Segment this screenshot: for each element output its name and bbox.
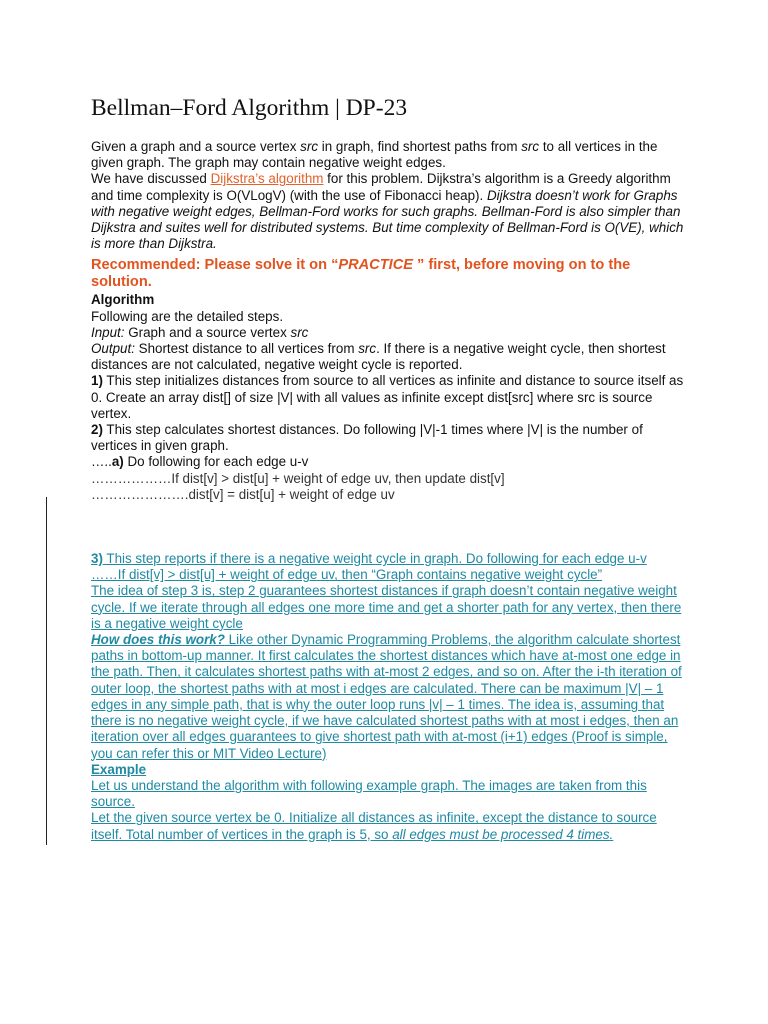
spacer xyxy=(91,503,687,551)
dijkstra-link[interactable]: Dijkstra’s algorithm xyxy=(210,171,324,187)
intro-paragraph-1: Given a graph and a source vertex src in graph, find shortest paths from src to all vertices in the given graph. The graph may contain negative weight edges. xyxy=(91,139,658,171)
example-heading: Example xyxy=(91,761,147,777)
step-3-line: ……If dist[v] > dist[u] + weight of edge uv, then “Graph contains negative weight cycle” xyxy=(91,567,603,583)
step-3-idea: The idea of step 3 is, step 2 guarantees shortest distances if graph doesn’t contain negative weight cycle. If we iterate through all edges one more time and get a shorter path for any vertex, then there is a negative weight cycle xyxy=(91,583,682,631)
practice-link[interactable]: PRACTICE xyxy=(338,257,413,274)
article-body xyxy=(91,94,687,843)
intro-paragraph-2: We have discussed Dijkstra’s algorithm for this problem. Dijkstra’s algorithm is a Greedy algorithm and time complexity is O(VLogV) (with the use of Fibonacci heap). Dijkstra doesn’t work for Graphs with negative weight edges, Bellman-Ford works for such graphs. Bellman-Ford is also simpler than Dijkstra and suites well for distributed systems. But time complexity of Bellman-Ford is O(VE), which is more than Dijkstra. xyxy=(91,171,684,252)
example-paragraph-2: Let the given source vertex be 0. Initialize all distances as infinite, except the distance to source itself. Total number of vertices in the graph is 5, so all edges must be processed 4 times. xyxy=(91,810,657,842)
page-title: Bellman–Ford Algorithm | DP-23 xyxy=(91,95,408,121)
steps-intro: Following are the detailed steps. xyxy=(91,308,284,324)
output-line: Output: Shortest distance to all vertices from src. If there is a negative weight cycle, then shortest distances are not calculated, negative weight cycle is reported. xyxy=(91,341,666,373)
recommended-banner: Recommended: Please solve it on “PRACTICE ” first, before moving on to the solution. xyxy=(91,257,631,291)
step-1: 1) This step initializes distances from source to all vertices as infinite and distance to source itself as 0. Create an array dist[] of size |V| with all values as infinite except dist[src] where src is source vertex. xyxy=(91,373,684,421)
how-does-this-work: How does this work? Like other Dynamic Programming Problems, the algorithm calculate shortest paths in bottom-up manner. It first calculates the shortest distances which have at-most one edge in the path. Then, it calculates shortest paths with at-most 2 edges, and so on. After the i-th iteration of outer loop, the shortest paths with at most i edges are calculated. There can be maximum |V| – 1 edges in any simple path, that is why the outer loop runs |v| – 1 times. The idea is, assuming that there is no negative weight cycle, if we have calculated shortest paths with at most i edges, then an iteration over all edges guarantees to give shortest path with at-most (i+1) edges (Proof is simple, you can refer this or MIT Video Lecture) xyxy=(91,632,682,761)
algorithm-heading: Algorithm xyxy=(91,292,155,308)
step-3: 3) This step reports if there is a negative weight cycle in graph. Do following for each edge u-v xyxy=(91,551,647,567)
step-2a-line-2: ………………….dist[v] = dist[u] + weight of edge uv xyxy=(91,486,395,502)
margin-change-bar xyxy=(46,497,47,845)
step-2a-line-1: ………………If dist[v] > dist[u] + weight of edge uv, then update dist[v] xyxy=(91,470,505,486)
example-paragraph-1: Let us understand the algorithm with following example graph. The images are taken from this source. xyxy=(91,777,647,810)
step-2a: …..a) Do following for each edge u-v xyxy=(91,454,309,470)
step-2: 2) This step calculates shortest distances. Do following |V|-1 times where |V| is the number of vertices in given graph. xyxy=(91,422,643,454)
input-line: Input: Graph and a source vertex src xyxy=(91,324,309,340)
